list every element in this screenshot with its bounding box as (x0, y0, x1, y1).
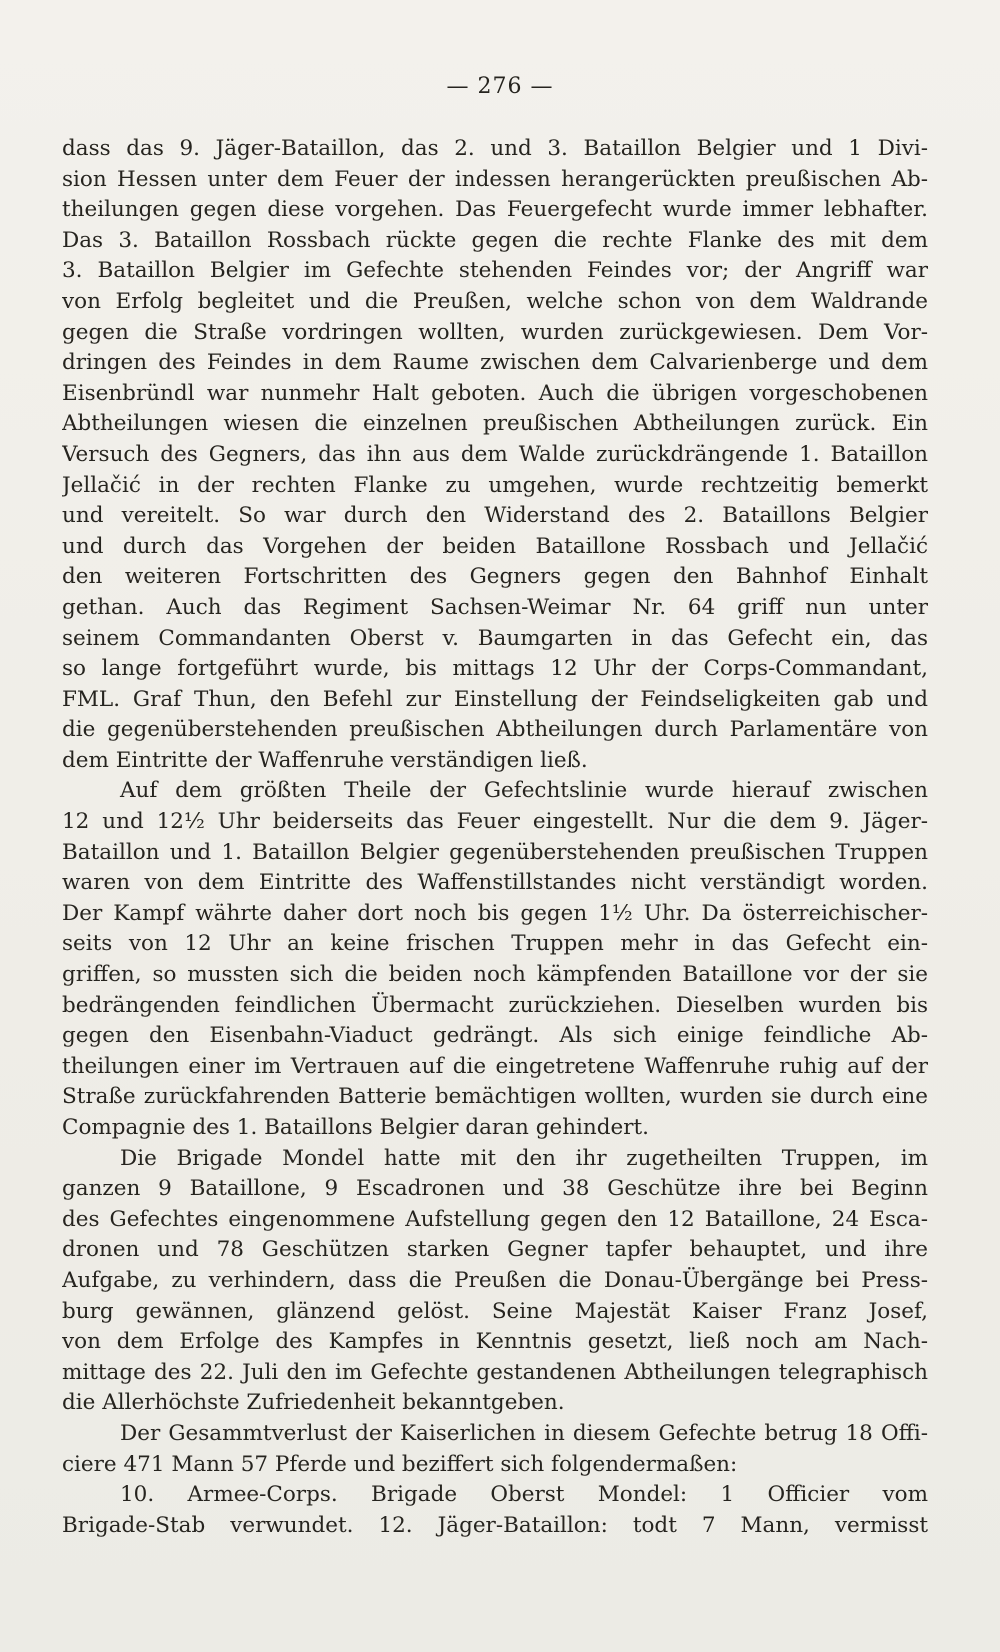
text-line: so lange fortgeführt wurde, bis mittags 12 Uhr der Corps-Commandant, (62, 656, 928, 682)
text-line: Jellačić in der rechten Flanke zu umgehen, wurde rechtzeitig bemerkt (62, 472, 928, 498)
text-line: ganzen 9 Bataillone, 9 Escadronen und 38 Geschütze ihre bei Beginn (62, 1176, 928, 1202)
text-line: Die Brigade Mondel hatte mit den ihr zugetheilten Truppen, im (120, 1145, 928, 1171)
text-line: Eisenbründl war nunmehr Halt geboten. Auch die übrigen vorgeschobenen (62, 380, 928, 406)
text-line: Versuch des Gegners, das ihn aus dem Walde zurückdrängende 1. Bataillon (62, 441, 928, 467)
text-line: Das 3. Bataillon Rossbach rückte gegen die rechte Flanke des mit dem (62, 227, 928, 253)
text-line: 3. Bataillon Belgier im Gefechte stehenden Feindes vor; der Angriff war (62, 258, 928, 284)
text-line: den weiteren Fortschritten des Gegners gegen den Bahnhof Einhalt (62, 564, 928, 590)
text-line: gegen den Eisenbahn-Viaduct gedrängt. Als sich einige feindliche Ab- (62, 1023, 928, 1049)
text-line: waren von dem Eintritte des Waffenstillstandes nicht verständigt worden. (62, 870, 928, 896)
text-line: dringen des Feindes in dem Raume zwischen dem Calvarienberge und dem (62, 350, 928, 376)
text-line: des Gefechtes eingenommene Aufstellung gegen den 12 Bataillone, 24 Esca- (62, 1206, 928, 1232)
text-line: theilungen gegen diese vorgehen. Das Feuergefecht wurde immer lebhafter. (62, 197, 928, 223)
text-line: von dem Erfolge des Kampfes in Kenntnis gesetzt, ließ noch am Nach- (62, 1329, 928, 1355)
text-line: theilungen einer im Vertrauen auf die eingetretene Waffenruhe ruhig auf der (62, 1053, 928, 1079)
text-line: burg gewännen, glänzend gelöst. Seine Majestät Kaiser Franz Josef, (62, 1298, 928, 1324)
text-line: von Erfolg begleitet und die Preußen, welche schon von dem Waldrande (62, 288, 928, 314)
text-line: und vereitelt. So war durch den Widerstand des 2. Bataillons Belgier (62, 503, 928, 529)
text-line: bedrängenden feindlichen Übermacht zurückziehen. Dieselben wurden bis (62, 992, 928, 1018)
text-line: die Allerhöchste Zufriedenheit bekanntgeben. (62, 1390, 565, 1416)
text-line: dem Eintritte der Waffenruhe verständigen ließ. (62, 747, 588, 773)
text-line: Aufgabe, zu verhindern, dass die Preußen die Donau-Übergänge bei Press- (62, 1267, 928, 1293)
text-line: FML. Graf Thun, den Befehl zur Einstellung der Feindseligkeiten gab und (62, 686, 928, 712)
text-line: ciere 471 Mann 57 Pferde und beziffert sich folgendermaßen: (62, 1451, 738, 1477)
text-line: gegen die Straße vordringen wollten, wurden zurückgewiesen. Dem Vor- (62, 319, 928, 345)
page-number: — 276 — (446, 74, 554, 99)
text-line: mittage des 22. Juli den im Gefechte gestandenen Abtheilungen telegraphisch (62, 1359, 928, 1385)
text-line: Der Gesammtverlust der Kaiserlichen in diesem Gefechte betrug 18 Offi- (120, 1420, 928, 1446)
text-line: dronen und 78 Geschützen starken Gegner tapfer behauptet, und ihre (62, 1237, 928, 1263)
text-line: Brigade-Stab verwundet. 12. Jäger-Bataillon: todt 7 Mann, vermisst (62, 1512, 928, 1538)
body-text (62, 134, 928, 1541)
text-line: seinem Commandanten Oberst v. Baumgarten in das Gefecht ein, das (62, 625, 928, 651)
text-line: Der Kampf währte daher dort noch bis gegen 1½ Uhr. Da österreichischer- (62, 900, 928, 926)
text-line: Abtheilungen wiesen die einzelnen preußischen Abtheilungen zurück. Ein (62, 411, 928, 437)
text-line: Auf dem größten Theile der Gefechtslinie wurde hierauf zwischen (120, 778, 928, 804)
text-line: Bataillon und 1. Bataillon Belgier gegenüberstehenden preußischen Truppen (62, 839, 928, 865)
text-line: und durch das Vorgehen der beiden Bataillone Rossbach und Jellačić (62, 533, 928, 559)
text-line: seits von 12 Uhr an keine frischen Truppen mehr in das Gefecht ein- (62, 931, 928, 957)
text-line: die gegenüberstehenden preußischen Abtheilungen durch Parlamentäre von (62, 717, 928, 743)
text-line: sion Hessen unter dem Feuer der indessen herangerückten preußischen Ab- (62, 166, 928, 192)
text-line: 10. Armee-Corps. Brigade Oberst Mondel: 1 Officier vom (120, 1482, 928, 1508)
text-line: 12 und 12½ Uhr beiderseits das Feuer eingestellt. Nur die dem 9. Jäger- (62, 809, 928, 835)
text-line: dass das 9. Jäger-Bataillon, das 2. und 3. Bataillon Belgier und 1 Divi- (62, 136, 928, 161)
text-line: Straße zurückfahrenden Batterie bemächtigen wollten, wurden sie durch eine (62, 1084, 928, 1110)
text-line: gethan. Auch das Regiment Sachsen-Weimar Nr. 64 griff nun unter (62, 594, 928, 620)
text-line: Compagnie des 1. Bataillons Belgier daran gehindert. (62, 1115, 649, 1140)
text-line: griffen, so mussten sich die beiden noch kämpfenden Bataillone vor der sie (62, 962, 928, 988)
